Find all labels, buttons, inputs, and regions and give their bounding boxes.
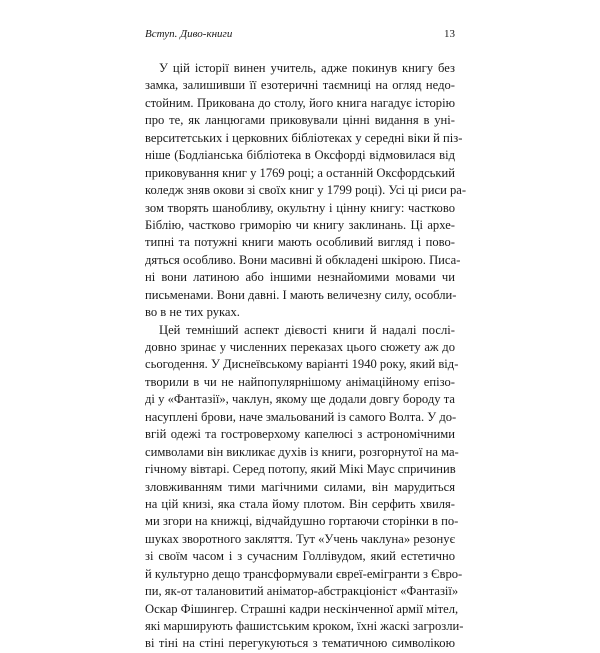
text-line: приковування книг у 1769 році; а останній Оксфордський: [145, 165, 455, 180]
text-line: зловживанням тими магічними силами, він марудиться: [145, 479, 455, 494]
body-text: [145, 60, 467, 653]
text-line: символами він викликає духів із книги, розгорнутої на ма-: [145, 444, 459, 459]
text-line: ді у «Фантазії», чаклун, якому ще додали довгу бороду та: [145, 392, 455, 407]
text-line: типні та потужні книги мають особливий вигляд і пово-: [145, 235, 455, 250]
paragraph: [145, 60, 467, 322]
section-title: Вступ. Диво-книги: [145, 28, 233, 40]
text-line: дяться особливо. Вони масивні й обкладені шкірою. Писа-: [145, 252, 461, 267]
text-line: довно зринає у численних переказах цього сюжету аж до: [145, 340, 455, 354]
text-line: ми згори на книжці, відчайдушно гортаючи сторінки в по-: [145, 514, 459, 529]
text-line: Біблію, частково гриморію чи книгу заклинань. Ці архе-: [145, 217, 455, 232]
text-line: верситетських і церковних бібліотеках у середні віки й пiз-: [145, 130, 463, 145]
text-line: зом творять шанобливу, окультну і цінну книгу: частково: [145, 200, 455, 215]
text-line: насуплені брови, наче змальований із самого Волта. У до-: [145, 409, 457, 424]
page-number: 13: [444, 28, 455, 40]
paragraph: [145, 322, 464, 653]
text-line: які марширують фашистським кроком, їхні жаскі загрозли-: [145, 619, 464, 633]
text-line: Цей темніший аспект дієвості книги й надалі послі-: [159, 322, 455, 337]
text-line: ніше (Бодліанська бібліотека в Оксфорді відмовилася від: [145, 148, 455, 163]
text-line: коледж зняв окови зі своїх книг у 1799 році). Усі ці риси ра-: [145, 183, 467, 198]
text-line: гічному вівтарі. Серед потопу, який Мікі Маус спричинив: [145, 462, 456, 477]
text-line: вгій одежі та гостроверхому капелюсі з астрономічними: [145, 427, 455, 442]
text-line: зі своїм часом і з сучасним Голлівудом, який естетично: [145, 549, 455, 564]
text-line: замка, залишивши її езотеричні таємниці на огляд недо-: [145, 78, 455, 93]
text-line: шуках зворотного закляття. Тут «Учень чаклуна» резонує: [145, 531, 455, 546]
text-line: ні вони латиною або іншими незнайомими мовами чи: [145, 270, 455, 285]
text-line: про те, як ланцюгами приковували цінні видання в уні-: [145, 113, 455, 128]
text-line: ві тіні на стіні перегукуються з тематичною символікою: [145, 636, 455, 651]
running-header: [145, 27, 455, 41]
text-line: й культурно дещо трансформували євреї-емігранти з Євро-: [145, 566, 463, 581]
text-line: на цій книзі, яка стала йому плотом. Він серфить хвиля-: [145, 496, 455, 511]
text-line: пи, як-от талановитий аніматор-абстракціоніст «Фантазії»: [145, 584, 459, 599]
text-line: письменами. Вони давні. І мають величезну силу, особли-: [145, 287, 457, 302]
text-line: творили в чи не найпопулярнішому анімаційному епізо-: [145, 374, 455, 389]
text-line: стойним. Прикована до столу, його книга нагадує історію: [145, 95, 455, 110]
text-line: Оскар Фішингер. Страшні кадри нескінченної армії мітел,: [145, 601, 459, 616]
text-line: во в не тих руках.: [145, 305, 240, 320]
text-line: сьогодення. У Диснеївському варіанті 1940 року, який від-: [145, 357, 459, 372]
text-line: У цій історії винен учитель, адже покинув книгу без: [159, 61, 455, 75]
